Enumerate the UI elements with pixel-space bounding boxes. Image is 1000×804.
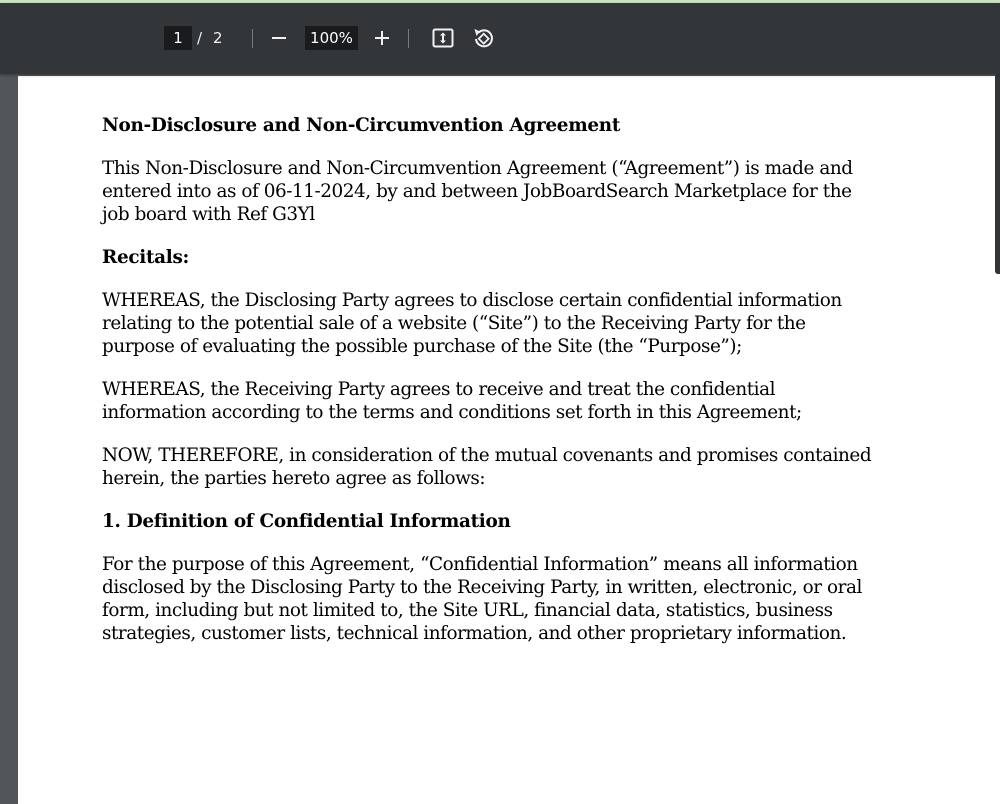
viewer-gutter: [0, 74, 17, 804]
pdf-toolbar: [0, 3, 1000, 74]
recitals-heading: Recitals:: [102, 247, 190, 268]
total-pages-label: 2: [213, 29, 223, 47]
rotate-button[interactable]: [469, 24, 497, 52]
minus-icon: [271, 30, 287, 46]
section-1-heading: 1. Definition of Confidential Information: [102, 511, 511, 532]
fit-to-page-button[interactable]: [429, 24, 457, 52]
now-therefore-paragraph: NOW, THEREFORE, in consideration of the mutual covenants and promises contained herein, the parties hereto agree as follows:: [102, 445, 872, 490]
intro-paragraph: This Non-Disclosure and Non-Circumvention Agreement (“Agreement”) is made and entered into as of 06-11-2024, by and between JobBoardSearch Marketplace for the job board with Ref G3Yl: [102, 157, 853, 226]
page-separator: /: [197, 29, 203, 47]
whereas-paragraph-2: WHEREAS, the Receiving Party agrees to receive and treat the confidential information according to the terms and conditions set forth in this Agreement;: [102, 379, 802, 424]
rotate-icon: [471, 26, 495, 50]
document-title: Non-Disclosure and Non-Circumvention Agreement: [102, 115, 621, 136]
zoom-in-button[interactable]: [368, 24, 396, 52]
toolbar-divider: [408, 29, 409, 48]
fit-to-page-icon: [431, 26, 455, 50]
zoom-out-button[interactable]: [265, 24, 293, 52]
section-1-paragraph: For the purpose of this Agreement, “Confidential Information” means all information disclosed by the Disclosing Party to the Receiving Party, in written, electronic, or oral form, including but not limited to, the Site URL, financial data, statistics, business strategies, customer lists, technical information, and other proprietary information.: [102, 553, 862, 645]
whereas-paragraph-1: WHEREAS, the Disclosing Party agrees to disclose certain confidential information relating to the potential sale of a website (“Site”) to the Receiving Party for the purpose of evaluating the possible purchase of the Site (the “Purpose”);: [102, 289, 842, 358]
plus-icon: [374, 30, 390, 46]
page-number-input[interactable]: 1: [164, 26, 192, 50]
toolbar-divider: [252, 29, 253, 48]
zoom-level-input[interactable]: 100%: [305, 26, 358, 50]
scrollbar-thumb[interactable]: [995, 74, 1000, 274]
document-content: [102, 114, 882, 665]
